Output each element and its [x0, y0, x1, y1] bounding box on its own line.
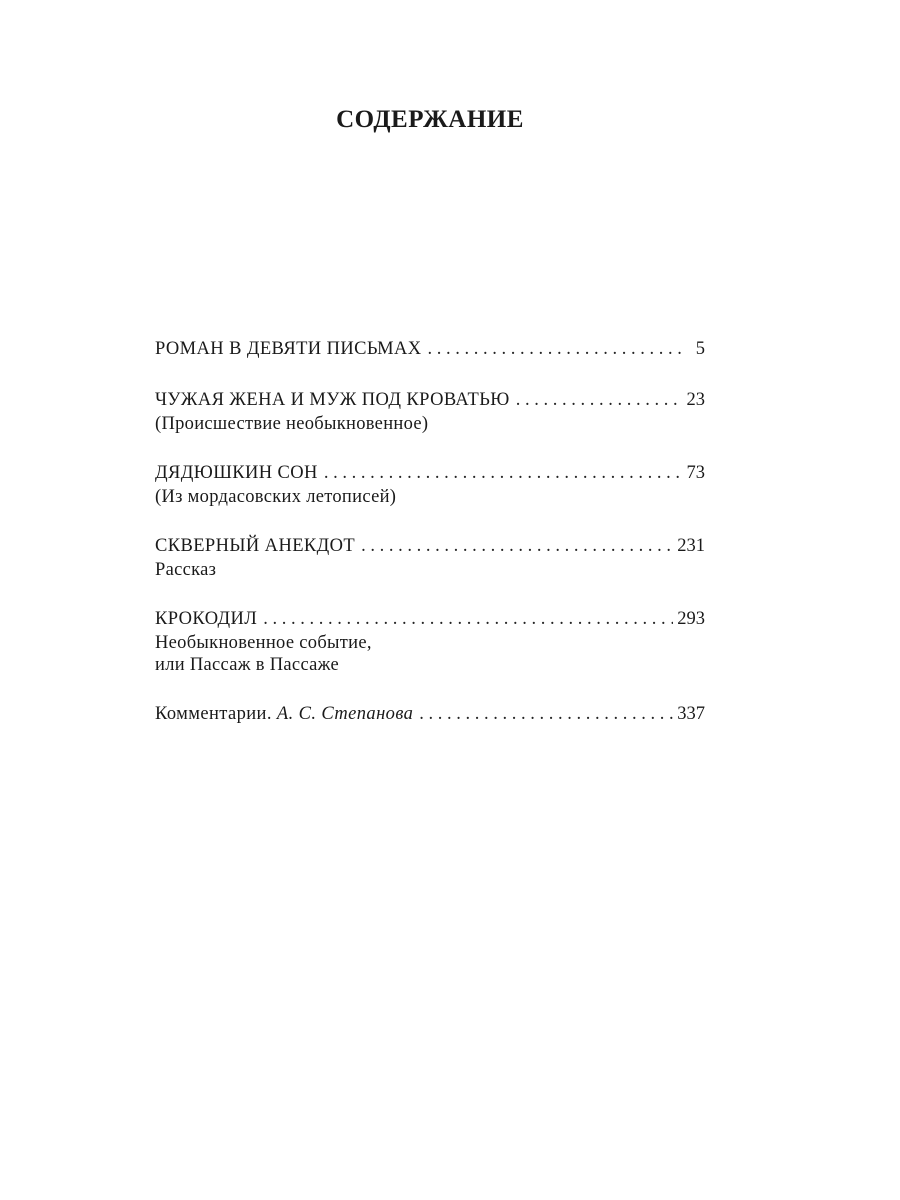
toc-page-number: 337	[677, 704, 705, 724]
toc-entry-title: ЧУЖАЯ ЖЕНА И МУЖ ПОД КРОВАТЬЮ	[155, 390, 510, 410]
table-of-contents	[155, 336, 705, 752]
toc-line	[155, 387, 705, 413]
toc-entry-subtitle: (Из мордасовских летописей)	[155, 487, 397, 507]
toc-line	[155, 533, 705, 559]
toc-entry	[155, 336, 705, 362]
toc-line	[155, 336, 705, 362]
page-title: СОДЕРЖАНИЕ	[336, 106, 524, 133]
toc-entry	[155, 387, 705, 435]
toc-entry-title: КРОКОДИЛ	[155, 609, 258, 629]
toc-entry-author: А. С. Степанова	[276, 704, 414, 724]
toc-page-number: 73	[686, 463, 705, 483]
toc-leader-dots	[419, 701, 673, 727]
toc-entry-subtitle: Рассказ	[155, 560, 217, 580]
toc-entry-subtitle: или Пассаж в Пассаже	[155, 655, 340, 675]
toc-line	[155, 701, 705, 727]
toc-entry-subtitle: (Происшествие необыкновенное)	[155, 414, 429, 434]
toc-line	[155, 606, 705, 632]
toc-entry-title: РОМАН В ДЕВЯТИ ПИСЬМАХ	[155, 339, 422, 359]
toc-leader-dots	[516, 387, 681, 413]
toc-page-number: 23	[686, 390, 705, 410]
toc-leader-dots	[361, 533, 673, 559]
toc-line	[155, 460, 705, 486]
toc-entry	[155, 606, 705, 676]
toc-leader-dots	[263, 606, 673, 632]
toc-entry-title: Комментарии.	[155, 704, 272, 724]
toc-leader-dots	[428, 336, 681, 362]
toc-leader-dots	[324, 460, 681, 486]
toc-entry	[155, 701, 705, 727]
toc-page-number: 5	[695, 339, 705, 359]
toc-entry	[155, 460, 705, 508]
toc-page-number: 293	[677, 609, 705, 629]
toc-entry-title: СКВЕРНЫЙ АНЕКДОТ	[155, 536, 356, 556]
toc-entry-title: ДЯДЮШКИН СОН	[155, 463, 318, 483]
toc-page-number: 231	[677, 536, 705, 556]
toc-entry-title-wrapper	[155, 701, 413, 727]
toc-entry	[155, 533, 705, 581]
toc-entry-subtitle: Необыкновенное событие,	[155, 633, 372, 653]
